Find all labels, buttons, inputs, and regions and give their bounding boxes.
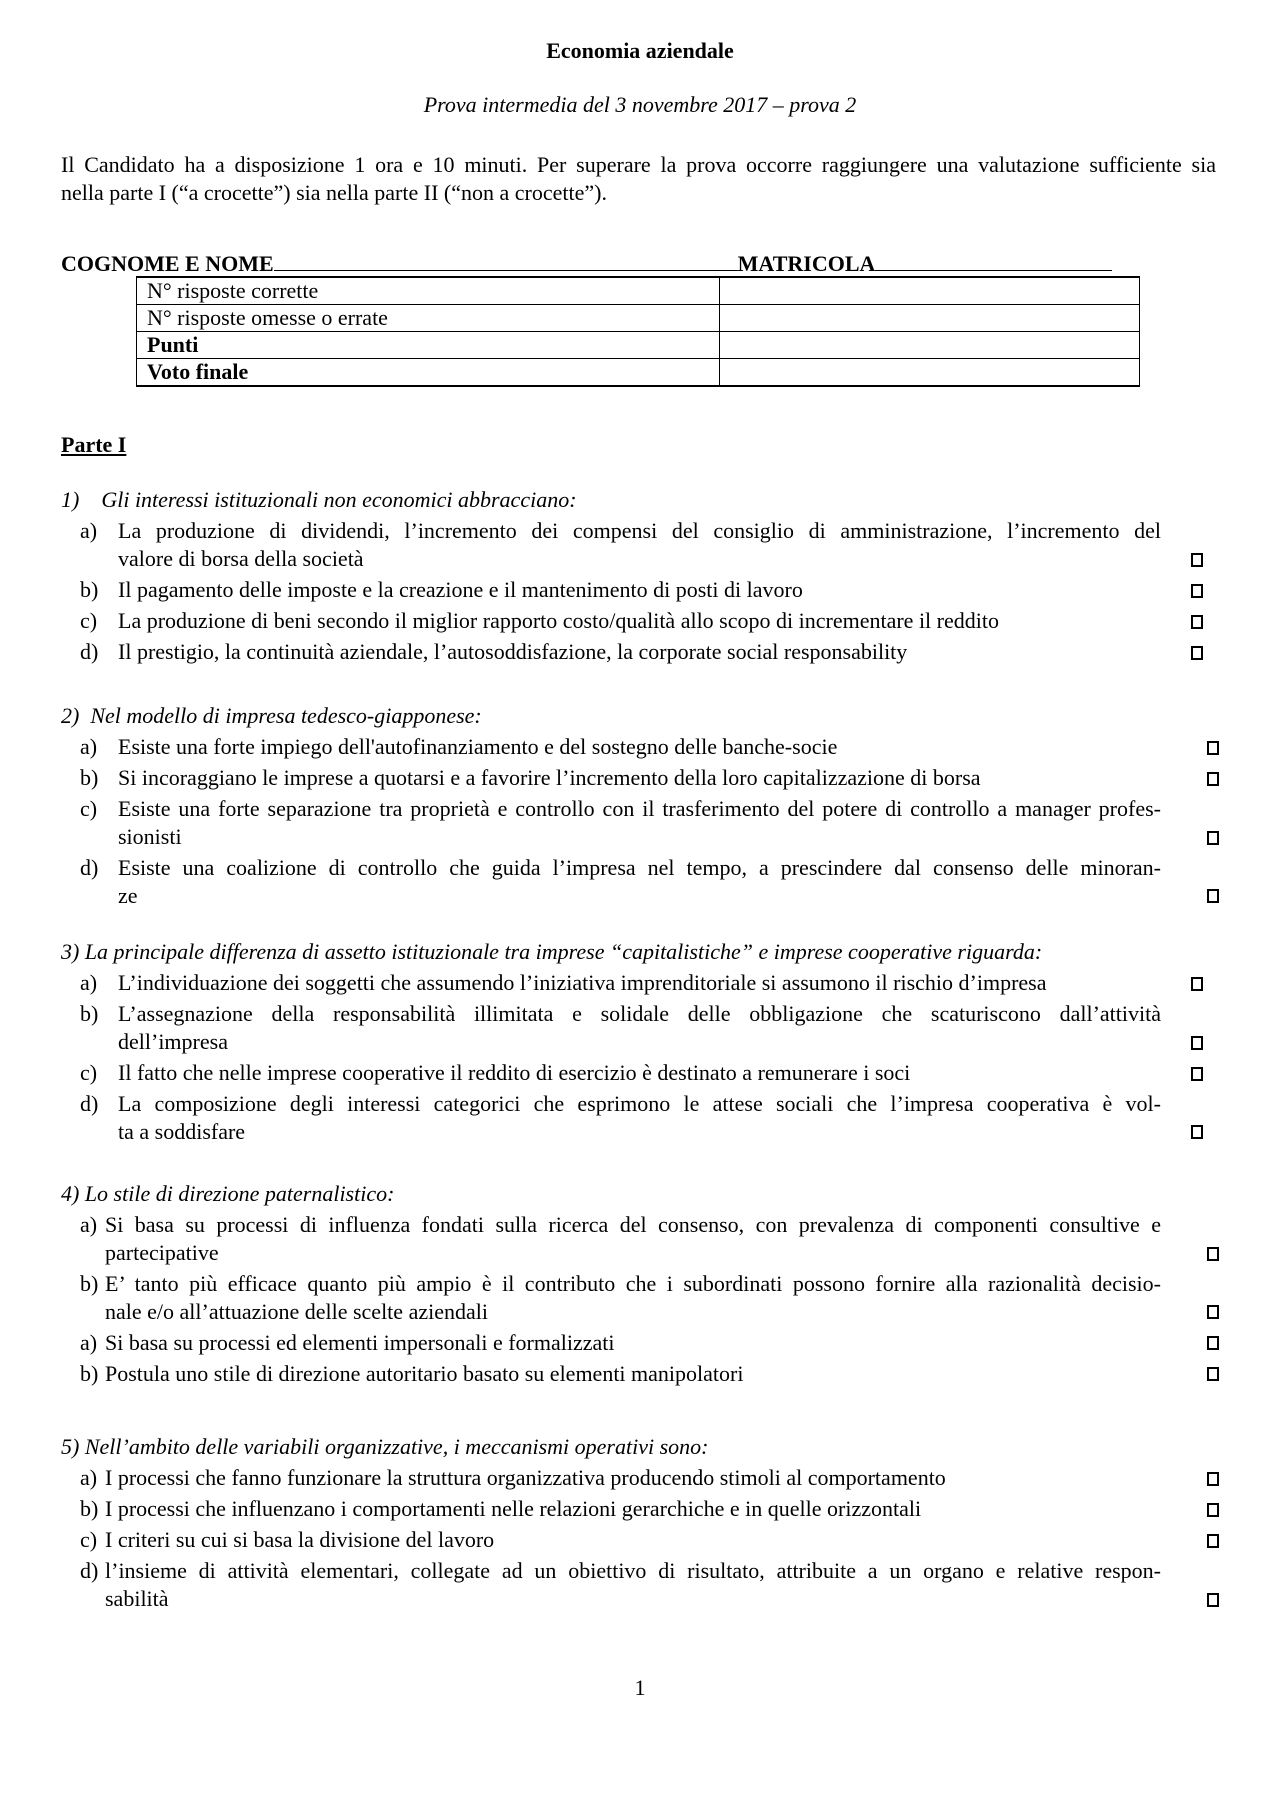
answer-checkbox[interactable] — [1207, 1367, 1219, 1381]
option-letter: c) — [80, 1059, 98, 1085]
answer-option[interactable] — [61, 1557, 1221, 1612]
option-text: La produzione di dividendi, l’incremento dei compensi del consiglio di amministrazione, l’incremento del — [118, 518, 1161, 544]
option-text: Il prestigio, la continuità aziendale, l’autosoddisfazione, la corporate social responsability — [118, 638, 908, 664]
option-text: La composizione degli interessi categorici che esprimono le attese sociali che l’impresa cooperativa è vol- — [118, 1090, 1161, 1116]
answer-option[interactable] — [61, 1360, 1221, 1388]
score-value-cell[interactable] — [720, 305, 1140, 332]
option-letter: a) — [80, 734, 98, 760]
answer-checkbox[interactable] — [1207, 1305, 1219, 1319]
answer-option[interactable] — [61, 1211, 1221, 1266]
answer-option[interactable] — [61, 969, 1221, 997]
option-text: Si incoraggiano le imprese a quotarsi e a favorire l’incremento della loro capitalizzazione di borsa — [118, 765, 981, 791]
option-letter: c) — [80, 1527, 98, 1553]
answer-checkbox[interactable] — [1191, 1067, 1203, 1081]
option-text: l’insieme di attività elementari, collegate ad un obiettivo di risultato, attribuite a un organo e relative respon- — [105, 1558, 1161, 1584]
option-letter: b) — [80, 1496, 99, 1522]
score-value-cell[interactable] — [720, 277, 1140, 305]
option-text: L’assegnazione della responsabilità illimitata e solidale delle obbligazione che scaturiscono dall’attività — [118, 1001, 1161, 1027]
option-text: ta a soddisfare — [118, 1118, 246, 1144]
answer-checkbox[interactable] — [1207, 741, 1219, 755]
option-text: Esiste una coalizione di controllo che guida l’impresa nel tempo, a prescindere dal consenso delle minoran- — [118, 854, 1161, 880]
option-text: sionisti — [118, 823, 182, 849]
answer-checkbox[interactable] — [1207, 1472, 1219, 1486]
answer-option[interactable] — [61, 1329, 1221, 1357]
answer-option[interactable] — [61, 1059, 1221, 1087]
answer-checkbox[interactable] — [1207, 1336, 1219, 1350]
option-letter: c) — [80, 796, 98, 822]
answer-option[interactable] — [61, 638, 1221, 666]
answer-option[interactable] — [61, 795, 1221, 850]
answer-checkbox[interactable] — [1191, 646, 1203, 660]
score-label: N° risposte omesse o errate — [137, 305, 720, 332]
section-heading: Parte I — [61, 432, 127, 457]
question-5 — [61, 1433, 1221, 1613]
name-label: COGNOME E NOME — [61, 251, 274, 276]
answer-checkbox[interactable] — [1191, 1125, 1203, 1139]
option-text: I processi che fanno funzionare la struttura organizzativa producendo stimoli al comportamento — [105, 1465, 946, 1491]
answer-option[interactable] — [61, 764, 1221, 792]
id-input-line[interactable] — [875, 250, 1112, 271]
option-letter: a) — [80, 970, 98, 996]
question-2 — [61, 702, 1221, 909]
answer-checkbox[interactable] — [1207, 889, 1219, 903]
option-letter: a) — [80, 518, 98, 544]
answer-option[interactable] — [61, 607, 1221, 635]
question-title: 4) Lo stile di direzione paternalistico: — [61, 1181, 395, 1206]
option-letter: d) — [80, 854, 99, 880]
table-row — [137, 359, 1140, 387]
answer-checkbox[interactable] — [1191, 553, 1203, 567]
option-text: Esiste una forte impiego dell'autofinanziamento e del sostegno delle banche-socie — [118, 734, 838, 760]
question-title: 3) La principale differenza di assetto istituzionale tra imprese “capitalistiche” e imprese cooperative riguarda: — [61, 939, 1043, 964]
document-subtitle: Prova intermedia del 3 novembre 2017 – prova 2 — [423, 92, 857, 117]
option-letter: c) — [80, 607, 98, 633]
score-table — [136, 276, 1140, 387]
option-text: Il fatto che nelle imprese cooperative il reddito di esercizio è destinato a remunerare i soci — [118, 1059, 911, 1085]
question-3 — [61, 938, 1221, 1145]
answer-option[interactable] — [61, 1090, 1221, 1145]
answer-checkbox[interactable] — [1191, 615, 1203, 629]
score-value-cell[interactable] — [720, 332, 1140, 359]
instructions-line-2: nella parte I (“a crocette”) sia nella parte II (“non a crocette”). — [61, 180, 607, 205]
option-letter: d) — [80, 638, 99, 664]
score-label: N° risposte corrette — [137, 277, 720, 305]
question-4 — [61, 1180, 1221, 1387]
question-title: 2) Nel modello di impresa tedesco-giapponese: — [61, 703, 482, 728]
option-text: dell’impresa — [118, 1028, 228, 1054]
answer-option[interactable] — [61, 576, 1221, 604]
option-text: Si basa su processi ed elementi impersonali e formalizzati — [105, 1329, 615, 1355]
option-text: partecipative — [105, 1239, 219, 1265]
answer-option[interactable] — [61, 1495, 1221, 1523]
name-input-line[interactable] — [274, 250, 738, 271]
option-text: Il pagamento delle imposte e la creazione e il mantenimento di posti di lavoro — [118, 576, 803, 602]
answer-checkbox[interactable] — [1207, 772, 1219, 786]
answer-checkbox[interactable] — [1207, 1534, 1219, 1548]
option-text: Esiste una forte separazione tra proprietà e controllo con il trasferimento del potere di controllo a manager profes- — [118, 796, 1161, 822]
document-title: Economia aziendale — [546, 38, 734, 63]
option-letter: a) — [80, 1465, 98, 1491]
option-letter: b) — [80, 1001, 99, 1027]
question-title: 1) Gli interessi istituzionali non economici abbracciano: — [61, 487, 577, 512]
option-letter: b) — [80, 1360, 99, 1386]
question-title: 5) Nell’ambito delle variabili organizzative, i meccanismi operativi sono: — [61, 1434, 709, 1459]
answer-option[interactable] — [61, 854, 1221, 909]
id-label: MATRICOLA — [737, 251, 876, 276]
question-1 — [61, 486, 1221, 666]
answer-checkbox[interactable] — [1191, 1036, 1203, 1050]
answer-option[interactable] — [61, 1464, 1221, 1492]
score-label: Punti — [137, 332, 720, 359]
table-row — [137, 332, 1140, 359]
answer-option[interactable] — [61, 1000, 1221, 1055]
answer-option[interactable] — [61, 733, 1221, 761]
option-text: La produzione di beni secondo il miglior rapporto costo/qualità allo scopo di incrementare il reddito — [118, 607, 999, 633]
answer-checkbox[interactable] — [1207, 831, 1219, 845]
option-text: ze — [118, 882, 138, 908]
option-text: Si basa su processi di influenza fondati sulla ricerca del consenso, con prevalenza di componenti consultive e — [105, 1212, 1161, 1238]
answer-option[interactable] — [61, 517, 1221, 572]
option-text: nale e/o all’attuazione delle scelte aziendali — [105, 1298, 488, 1324]
option-letter: b) — [80, 576, 99, 602]
answer-checkbox[interactable] — [1191, 977, 1203, 991]
option-letter: d) — [80, 1090, 99, 1116]
answer-checkbox[interactable] — [1207, 1503, 1219, 1517]
instructions-line-1: Il Candidato ha a disposizione 1 ora e 10 minuti. Per superare la prova occorre raggiungere una valutazione sufficiente sia — [61, 152, 1216, 177]
table-row — [137, 305, 1140, 332]
score-value-cell[interactable] — [720, 359, 1140, 387]
answer-checkbox[interactable] — [1207, 1593, 1219, 1607]
table-row — [137, 277, 1140, 305]
option-text: Postula uno stile di direzione autoritario basato su elementi manipolatori — [105, 1360, 744, 1386]
option-letter: d) — [80, 1558, 99, 1584]
option-text: L’individuazione dei soggetti che assumendo l’iniziativa imprenditoriale si assumono il rischio d’impresa — [118, 970, 1047, 996]
score-label: Voto finale — [137, 359, 720, 387]
option-letter: a) — [80, 1212, 98, 1238]
answer-option[interactable] — [61, 1526, 1221, 1554]
candidate-fields — [61, 250, 1112, 277]
answer-checkbox[interactable] — [1191, 584, 1203, 598]
option-text: sabilità — [105, 1585, 169, 1611]
option-text: E’ tanto più efficace quanto più ampio è il contributo che i subordinati possono fornire alla razionalità decisio- — [105, 1270, 1161, 1296]
option-text: I processi che influenzano i comportamenti nelle relazioni gerarchiche e in quelle orizzontali — [105, 1496, 922, 1522]
option-letter: b) — [80, 765, 99, 791]
option-letter: a) — [80, 1329, 98, 1355]
answer-option[interactable] — [61, 1270, 1221, 1325]
answer-checkbox[interactable] — [1207, 1247, 1219, 1261]
page-number: 1 — [634, 1675, 646, 1700]
option-text: valore di borsa della società — [118, 545, 364, 571]
option-letter: b) — [80, 1270, 99, 1296]
option-text: I criteri su cui si basa la divisione del lavoro — [105, 1527, 495, 1553]
